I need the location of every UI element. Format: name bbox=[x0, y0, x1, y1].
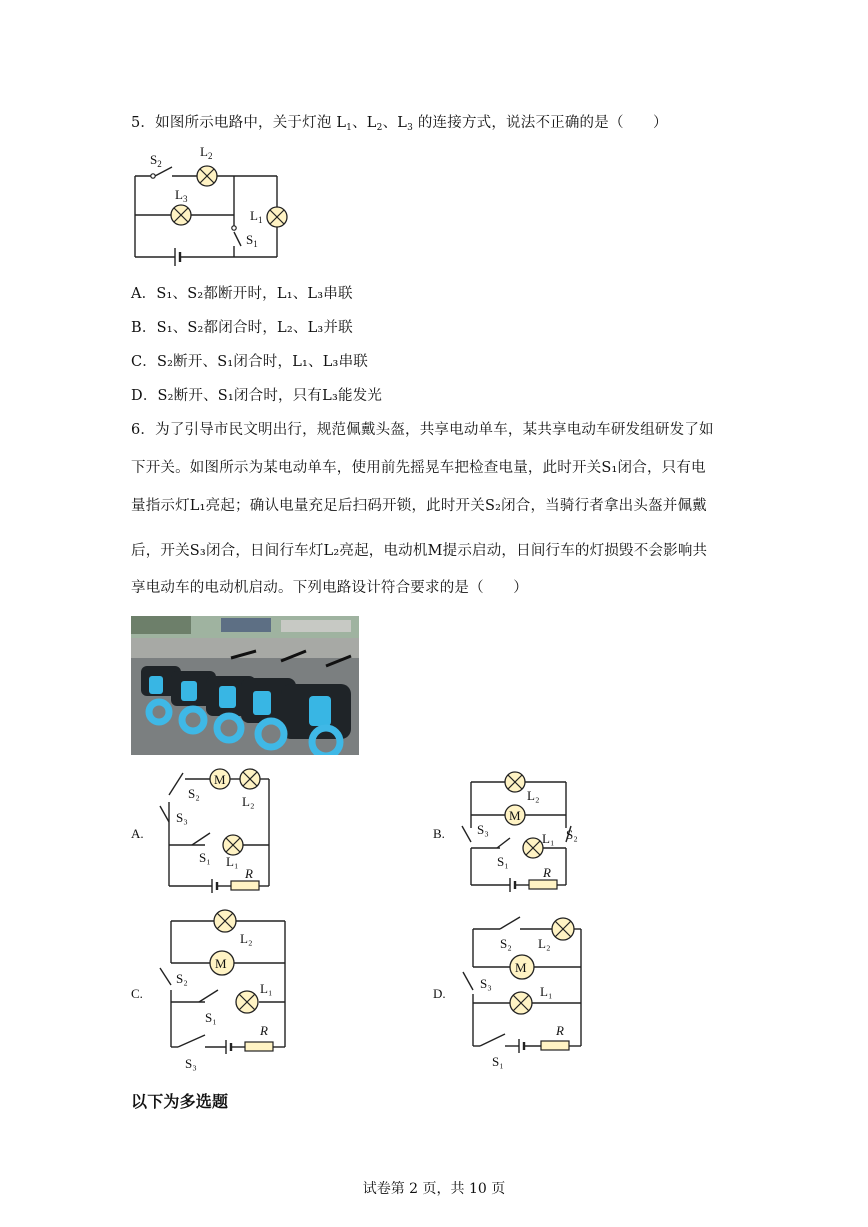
label-s3: S₃ bbox=[185, 1056, 197, 1071]
choice-letter: A. bbox=[131, 826, 144, 841]
choice-letter: B. bbox=[433, 826, 445, 841]
resistor-icon bbox=[541, 1041, 569, 1050]
motor-label: M bbox=[509, 808, 521, 823]
q6-stem-line-2: 下开关。如图所示为某电动单车，使用前先摇晃车把检查电量，此时开关S₁闭合，只有电 bbox=[131, 460, 706, 476]
label-l2: L₂ bbox=[538, 936, 551, 951]
q5-stem-prefix: 5．如图所示电路中，关于灯泡 L bbox=[131, 115, 347, 131]
q6-stem-line-5: 享电动车的电动机启动。下列电路设计符合要求的是（ ） bbox=[131, 580, 528, 596]
option-letter: A． bbox=[131, 286, 157, 302]
label-l1: L₁ bbox=[260, 981, 273, 996]
q6-stem-line-3: 量指示灯L₁亮起；确认电量充足后扫码开锁，此时开关S₂闭合，当骑行者拿出头盔并佩戴 bbox=[131, 498, 707, 514]
q6-stem-line-4: 后，开关S₃闭合，日间行车灯L₂亮起，电动机M提示启动，日间行车的灯损毁不会影响共 bbox=[131, 543, 708, 559]
page-footer: 试卷第 2 页，共 10 页 bbox=[362, 1181, 506, 1197]
label-s1: S₁ bbox=[205, 1010, 217, 1025]
label-l1: L₁ bbox=[540, 984, 553, 999]
label-s2: S₂ bbox=[500, 936, 512, 951]
choice-letter: D. bbox=[433, 986, 446, 1001]
label-s1: S₁ bbox=[492, 1054, 504, 1069]
option-text: S₂断开、S₁闭合时，只有L₃能发光 bbox=[157, 388, 383, 404]
q5-label-l2: $L_2$ bbox=[200, 144, 213, 161]
label-r: R bbox=[245, 866, 253, 881]
label-r: R bbox=[543, 865, 551, 880]
option-text: S₁、S₂都闭合时，L₂、L₃并联 bbox=[156, 320, 353, 336]
label-s3: S₃ bbox=[176, 810, 188, 825]
label-l1: L₁ bbox=[542, 831, 555, 846]
lamp-l1-icon bbox=[510, 992, 532, 1014]
label-s2: S₂ bbox=[566, 827, 578, 842]
option-letter: D． bbox=[131, 388, 158, 404]
q5-label-l1: $L_1$ bbox=[250, 208, 263, 225]
choice-letter: C. bbox=[131, 986, 143, 1001]
motor-label: M bbox=[215, 956, 227, 971]
motor-label: M bbox=[214, 772, 226, 787]
label-s1: S₁ bbox=[497, 854, 509, 869]
motor-label: M bbox=[515, 960, 527, 975]
lamp-l2-icon bbox=[552, 918, 574, 940]
q5-label-l3: $L_3$ bbox=[175, 187, 188, 204]
label-s3: S₃ bbox=[477, 822, 489, 837]
label-l2: L₂ bbox=[527, 788, 540, 803]
q5-label-s2: $S_2$ bbox=[150, 152, 162, 169]
q5-label-s1: $S_1$ bbox=[246, 232, 258, 249]
option-text: S₁、S₂都断开时，L₁、L₃串联 bbox=[156, 286, 353, 302]
label-l2: L₂ bbox=[240, 931, 253, 946]
option-letter: C． bbox=[131, 354, 157, 370]
q6-stem-line-1: 6．为了引导市民文明出行，规范佩戴头盔，共享电动单车，某共享电动车研发组研发了如 bbox=[131, 422, 714, 438]
label-l1: L₁ bbox=[226, 854, 239, 869]
q5-stem-suffix: 的连接方式，说法不正确的是（ ） bbox=[417, 115, 668, 131]
option-letter: B． bbox=[131, 320, 157, 336]
motor-icon bbox=[510, 955, 534, 979]
section-heading: 以下为多选题 bbox=[131, 1092, 229, 1111]
option-text: S₂断开、S₁闭合时，L₁、L₃串联 bbox=[157, 354, 368, 370]
label-r: R bbox=[556, 1023, 564, 1038]
label-r: R bbox=[260, 1023, 268, 1038]
label-s2: S₂ bbox=[188, 786, 200, 801]
label-s2: S₂ bbox=[176, 971, 188, 986]
label-s1: S₁ bbox=[199, 850, 211, 865]
label-l2: L₂ bbox=[242, 794, 255, 809]
label-s3: S₃ bbox=[480, 976, 492, 991]
q5-stem: 5．如图所示电路中，关于灯泡 $L_1$、$L_2$、$L_3$ 的连接方式，说法不正确的是（ ） bbox=[131, 115, 668, 133]
